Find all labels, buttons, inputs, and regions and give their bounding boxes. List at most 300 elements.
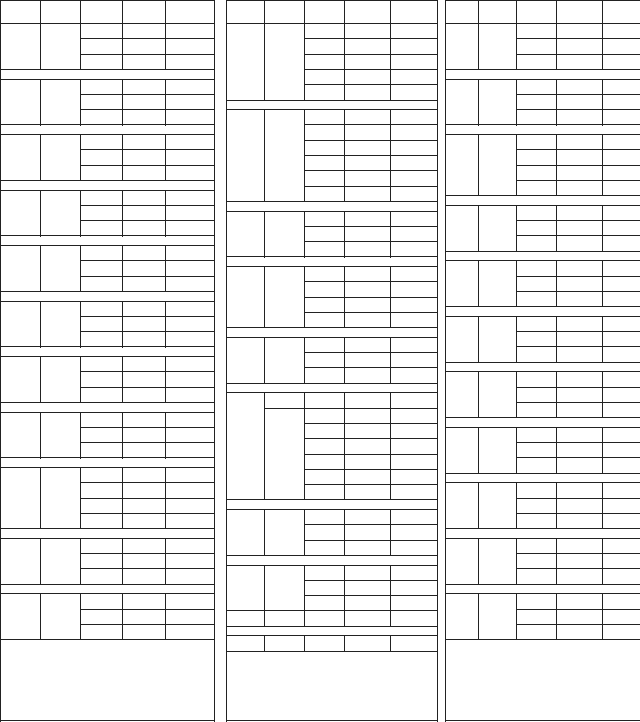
thickness-cell bbox=[80, 205, 122, 220]
grade-cell bbox=[390, 352, 437, 367]
thickness-cell bbox=[80, 412, 122, 427]
thickness-cell bbox=[80, 301, 122, 316]
grade-cell bbox=[602, 387, 640, 402]
height-cell bbox=[122, 553, 165, 568]
grade-cell bbox=[165, 94, 214, 109]
thickness-cell bbox=[80, 276, 122, 291]
height-cell bbox=[122, 54, 165, 69]
height-cell bbox=[122, 190, 165, 205]
thickness-cell bbox=[304, 454, 344, 469]
height-cell bbox=[122, 412, 165, 427]
thickness-cell bbox=[516, 331, 556, 346]
grade-cell bbox=[390, 281, 437, 296]
height-cell bbox=[344, 408, 390, 423]
outer-diameter-cell bbox=[0, 412, 40, 458]
height-cell bbox=[344, 109, 390, 124]
height-cell bbox=[556, 54, 602, 69]
grade-cell bbox=[602, 291, 640, 306]
grade-cell bbox=[390, 610, 437, 625]
column-header bbox=[226, 0, 264, 23]
inner-diameter-cell bbox=[264, 392, 304, 407]
inner-diameter-cell bbox=[40, 412, 80, 458]
inner-diameter-cell bbox=[40, 79, 80, 125]
thickness-cell bbox=[304, 524, 344, 539]
grade-cell bbox=[165, 301, 214, 316]
height-cell bbox=[122, 134, 165, 149]
thickness-cell bbox=[304, 140, 344, 155]
height-cell bbox=[344, 580, 390, 595]
grade-cell bbox=[165, 205, 214, 220]
thickness-cell bbox=[516, 149, 556, 164]
inner-diameter-cell bbox=[478, 79, 516, 125]
column-header bbox=[445, 0, 478, 23]
thickness-cell bbox=[516, 427, 556, 442]
inner-diameter-cell bbox=[264, 211, 304, 257]
grade-cell bbox=[602, 457, 640, 472]
height-cell bbox=[556, 593, 602, 608]
column-header bbox=[478, 0, 516, 23]
grade-cell bbox=[390, 408, 437, 423]
grade-cell bbox=[390, 140, 437, 155]
grade-cell bbox=[602, 109, 640, 124]
height-cell bbox=[122, 331, 165, 346]
thickness-cell bbox=[80, 109, 122, 124]
grade-cell bbox=[390, 469, 437, 484]
grade-cell bbox=[390, 392, 437, 407]
height-cell bbox=[122, 245, 165, 260]
grade-cell bbox=[390, 170, 437, 185]
height-cell bbox=[344, 392, 390, 407]
thickness-cell bbox=[516, 387, 556, 402]
inner-diameter-cell bbox=[40, 356, 80, 402]
thickness-cell bbox=[80, 316, 122, 331]
column-header bbox=[165, 0, 214, 23]
thickness-cell bbox=[304, 69, 344, 84]
column-header bbox=[602, 0, 640, 23]
grade-cell bbox=[602, 54, 640, 69]
grade-cell bbox=[390, 186, 437, 201]
grade-cell bbox=[165, 427, 214, 442]
thickness-cell bbox=[304, 595, 344, 610]
height-cell bbox=[344, 352, 390, 367]
height-cell bbox=[344, 84, 390, 99]
height-cell bbox=[556, 94, 602, 109]
grade-cell bbox=[602, 260, 640, 275]
outer-diameter-cell bbox=[445, 23, 478, 69]
grade-cell bbox=[165, 568, 214, 583]
column-header bbox=[264, 0, 304, 23]
thickness-cell bbox=[304, 565, 344, 580]
grade-cell bbox=[390, 438, 437, 453]
grade-cell bbox=[390, 312, 437, 327]
height-cell bbox=[344, 297, 390, 312]
height-cell bbox=[556, 134, 602, 149]
thickness-cell bbox=[516, 498, 556, 513]
outer-diameter-cell bbox=[445, 134, 478, 195]
thickness-cell bbox=[304, 54, 344, 69]
height-cell bbox=[556, 482, 602, 497]
grade-cell bbox=[602, 593, 640, 608]
thickness-cell bbox=[304, 38, 344, 53]
grade-cell bbox=[390, 211, 437, 226]
grade-cell bbox=[165, 316, 214, 331]
grade-cell bbox=[602, 205, 640, 220]
grade-cell bbox=[165, 134, 214, 149]
height-cell bbox=[556, 291, 602, 306]
height-cell bbox=[344, 540, 390, 555]
grade-cell bbox=[602, 235, 640, 250]
thickness-cell bbox=[304, 109, 344, 124]
height-cell bbox=[556, 427, 602, 442]
grade-cell bbox=[602, 482, 640, 497]
inner-diameter-cell bbox=[264, 635, 304, 650]
grade-cell bbox=[165, 412, 214, 427]
inner-diameter-cell bbox=[478, 260, 516, 306]
height-cell bbox=[122, 165, 165, 180]
height-cell bbox=[344, 312, 390, 327]
height-cell bbox=[344, 38, 390, 53]
thickness-cell bbox=[80, 593, 122, 608]
height-cell bbox=[344, 266, 390, 281]
thickness-cell bbox=[304, 312, 344, 327]
thickness-cell bbox=[80, 190, 122, 205]
grade-cell bbox=[165, 513, 214, 528]
height-cell bbox=[556, 568, 602, 583]
inner-diameter-cell bbox=[40, 467, 80, 528]
grade-cell bbox=[165, 276, 214, 291]
thickness-cell bbox=[304, 337, 344, 352]
grade-cell bbox=[165, 356, 214, 371]
grade-cell bbox=[602, 609, 640, 624]
grade-cell bbox=[165, 149, 214, 164]
height-cell bbox=[556, 235, 602, 250]
outer-diameter-cell bbox=[226, 266, 264, 327]
height-cell bbox=[344, 509, 390, 524]
outer-diameter-cell bbox=[0, 134, 40, 180]
outer-diameter-cell bbox=[0, 356, 40, 402]
grade-cell bbox=[602, 371, 640, 386]
height-cell bbox=[344, 469, 390, 484]
thickness-cell bbox=[304, 509, 344, 524]
height-cell bbox=[344, 367, 390, 382]
thickness-cell bbox=[80, 220, 122, 235]
height-cell bbox=[556, 38, 602, 53]
height-cell bbox=[344, 23, 390, 38]
outer-diameter-cell bbox=[0, 79, 40, 125]
grade-cell bbox=[602, 94, 640, 109]
outer-diameter-cell bbox=[0, 593, 40, 639]
outer-diameter-cell bbox=[226, 392, 264, 499]
inner-diameter-cell bbox=[478, 23, 516, 69]
grade-cell bbox=[165, 245, 214, 260]
inner-diameter-cell bbox=[40, 134, 80, 180]
thickness-cell bbox=[304, 540, 344, 555]
thickness-cell bbox=[516, 205, 556, 220]
thickness-cell bbox=[80, 245, 122, 260]
grade-cell bbox=[390, 226, 437, 241]
thickness-cell bbox=[80, 371, 122, 386]
inner-diameter-cell bbox=[264, 408, 304, 500]
grade-cell bbox=[390, 23, 437, 38]
thickness-cell bbox=[516, 180, 556, 195]
grade-cell bbox=[165, 467, 214, 482]
grade-cell bbox=[165, 220, 214, 235]
thickness-cell bbox=[80, 38, 122, 53]
outer-diameter-cell bbox=[0, 190, 40, 236]
inner-diameter-cell bbox=[264, 337, 304, 383]
inner-diameter-cell bbox=[478, 538, 516, 584]
grade-cell bbox=[165, 331, 214, 346]
thickness-cell bbox=[304, 297, 344, 312]
thickness-cell bbox=[516, 235, 556, 250]
inner-diameter-cell bbox=[40, 538, 80, 584]
height-cell bbox=[122, 387, 165, 402]
thickness-cell bbox=[80, 482, 122, 497]
grade-cell bbox=[165, 260, 214, 275]
grade-cell bbox=[390, 241, 437, 256]
height-cell bbox=[556, 79, 602, 94]
thickness-cell bbox=[80, 498, 122, 513]
grade-cell bbox=[390, 124, 437, 139]
grade-cell bbox=[602, 624, 640, 639]
grade-cell bbox=[390, 595, 437, 610]
inner-diameter-cell bbox=[264, 610, 304, 625]
grade-cell bbox=[390, 54, 437, 69]
height-cell bbox=[344, 454, 390, 469]
column-header bbox=[304, 0, 344, 23]
height-cell bbox=[556, 260, 602, 275]
height-cell bbox=[122, 79, 165, 94]
thickness-cell bbox=[80, 165, 122, 180]
thickness-cell bbox=[80, 427, 122, 442]
thickness-cell bbox=[80, 79, 122, 94]
thickness-cell bbox=[516, 260, 556, 275]
thickness-cell bbox=[516, 513, 556, 528]
height-cell bbox=[556, 442, 602, 457]
thickness-cell bbox=[516, 457, 556, 472]
height-cell bbox=[556, 513, 602, 528]
thickness-cell bbox=[304, 186, 344, 201]
height-cell bbox=[556, 387, 602, 402]
grade-cell bbox=[165, 553, 214, 568]
inner-diameter-cell bbox=[264, 266, 304, 327]
column-header bbox=[0, 0, 40, 23]
thickness-cell bbox=[304, 408, 344, 423]
height-cell bbox=[122, 38, 165, 53]
grade-cell bbox=[165, 165, 214, 180]
grade-cell bbox=[602, 568, 640, 583]
outer-diameter-cell bbox=[226, 565, 264, 611]
height-cell bbox=[556, 180, 602, 195]
thickness-cell bbox=[304, 484, 344, 499]
inner-diameter-cell bbox=[478, 371, 516, 417]
height-cell bbox=[556, 553, 602, 568]
grade-cell bbox=[165, 79, 214, 94]
height-cell bbox=[344, 635, 390, 650]
height-cell bbox=[122, 442, 165, 457]
grade-cell bbox=[165, 482, 214, 497]
grade-cell bbox=[602, 134, 640, 149]
height-cell bbox=[556, 624, 602, 639]
thickness-cell bbox=[516, 624, 556, 639]
height-cell bbox=[344, 211, 390, 226]
height-cell bbox=[344, 423, 390, 438]
grade-cell bbox=[602, 553, 640, 568]
thickness-cell bbox=[304, 352, 344, 367]
thickness-cell bbox=[80, 260, 122, 275]
thickness-cell bbox=[516, 442, 556, 457]
height-cell bbox=[556, 371, 602, 386]
height-cell bbox=[122, 467, 165, 482]
column-header bbox=[516, 0, 556, 23]
grade-cell bbox=[165, 371, 214, 386]
height-cell bbox=[344, 186, 390, 201]
height-cell bbox=[344, 241, 390, 256]
inner-diameter-cell bbox=[478, 205, 516, 251]
column-header bbox=[344, 0, 390, 23]
grade-cell bbox=[602, 38, 640, 53]
thickness-cell bbox=[516, 54, 556, 69]
grade-cell bbox=[165, 538, 214, 553]
thickness-cell bbox=[304, 438, 344, 453]
grade-cell bbox=[602, 346, 640, 361]
thickness-cell bbox=[516, 220, 556, 235]
inner-diameter-cell bbox=[478, 593, 516, 639]
height-cell bbox=[556, 609, 602, 624]
thickness-cell bbox=[80, 149, 122, 164]
inner-diameter-cell bbox=[264, 509, 304, 555]
inner-diameter-cell bbox=[478, 316, 516, 362]
thickness-cell bbox=[304, 610, 344, 625]
thickness-cell bbox=[80, 356, 122, 371]
grade-cell bbox=[165, 442, 214, 457]
thickness-cell bbox=[80, 538, 122, 553]
outer-diameter-cell bbox=[445, 316, 478, 362]
thickness-cell bbox=[516, 291, 556, 306]
height-cell bbox=[122, 316, 165, 331]
thickness-cell bbox=[304, 580, 344, 595]
thickness-cell bbox=[516, 165, 556, 180]
grade-cell bbox=[602, 276, 640, 291]
inner-diameter-cell bbox=[40, 301, 80, 347]
outer-diameter-cell bbox=[445, 482, 478, 528]
thickness-cell bbox=[304, 124, 344, 139]
height-cell bbox=[556, 149, 602, 164]
thickness-cell bbox=[80, 553, 122, 568]
thickness-cell bbox=[304, 281, 344, 296]
outer-diameter-cell bbox=[445, 205, 478, 251]
height-cell bbox=[344, 155, 390, 170]
height-cell bbox=[122, 276, 165, 291]
grade-cell bbox=[390, 580, 437, 595]
inner-diameter-cell bbox=[40, 593, 80, 639]
height-cell bbox=[122, 538, 165, 553]
height-cell bbox=[122, 220, 165, 235]
grade-cell bbox=[390, 540, 437, 555]
grade-cell bbox=[165, 23, 214, 38]
grade-cell bbox=[390, 38, 437, 53]
height-cell bbox=[556, 331, 602, 346]
outer-diameter-cell bbox=[226, 109, 264, 201]
thickness-cell bbox=[80, 94, 122, 109]
thickness-cell bbox=[516, 371, 556, 386]
thickness-cell bbox=[516, 94, 556, 109]
thickness-cell bbox=[80, 513, 122, 528]
height-cell bbox=[344, 484, 390, 499]
thickness-cell bbox=[516, 402, 556, 417]
height-cell bbox=[556, 109, 602, 124]
height-cell bbox=[344, 281, 390, 296]
thickness-cell bbox=[516, 346, 556, 361]
inner-diameter-cell bbox=[264, 23, 304, 100]
thickness-cell bbox=[516, 482, 556, 497]
outer-diameter-cell bbox=[226, 337, 264, 383]
grade-cell bbox=[390, 484, 437, 499]
inner-diameter-cell bbox=[264, 109, 304, 201]
thickness-cell bbox=[80, 609, 122, 624]
grade-cell bbox=[390, 367, 437, 382]
grade-cell bbox=[602, 498, 640, 513]
grade-cell bbox=[602, 149, 640, 164]
height-cell bbox=[122, 356, 165, 371]
height-cell bbox=[344, 610, 390, 625]
thickness-cell bbox=[80, 624, 122, 639]
grade-cell bbox=[602, 316, 640, 331]
grade-cell bbox=[390, 109, 437, 124]
grade-cell bbox=[602, 538, 640, 553]
thickness-cell bbox=[516, 276, 556, 291]
inner-diameter-cell bbox=[264, 565, 304, 611]
height-cell bbox=[122, 482, 165, 497]
outer-diameter-cell bbox=[226, 211, 264, 257]
height-cell bbox=[344, 124, 390, 139]
height-cell bbox=[344, 524, 390, 539]
grade-cell bbox=[390, 337, 437, 352]
height-cell bbox=[344, 54, 390, 69]
column-header bbox=[390, 0, 437, 23]
outer-diameter-cell bbox=[445, 371, 478, 417]
grade-cell bbox=[602, 79, 640, 94]
height-cell bbox=[122, 94, 165, 109]
height-cell bbox=[556, 220, 602, 235]
height-cell bbox=[556, 205, 602, 220]
outer-diameter-cell bbox=[0, 467, 40, 528]
height-cell bbox=[344, 595, 390, 610]
outer-diameter-cell bbox=[226, 23, 264, 100]
grade-cell bbox=[602, 180, 640, 195]
thickness-cell bbox=[516, 134, 556, 149]
thickness-cell bbox=[304, 226, 344, 241]
thickness-cell bbox=[516, 79, 556, 94]
thickness-cell bbox=[304, 392, 344, 407]
thickness-cell bbox=[304, 211, 344, 226]
height-cell bbox=[556, 498, 602, 513]
inner-diameter-cell bbox=[478, 427, 516, 473]
grade-cell bbox=[390, 635, 437, 650]
height-cell bbox=[122, 205, 165, 220]
height-cell bbox=[122, 568, 165, 583]
thickness-cell bbox=[304, 367, 344, 382]
height-cell bbox=[344, 565, 390, 580]
grade-cell bbox=[165, 624, 214, 639]
thickness-cell bbox=[304, 23, 344, 38]
grade-cell bbox=[390, 423, 437, 438]
thickness-cell bbox=[304, 635, 344, 650]
height-cell bbox=[344, 140, 390, 155]
thickness-cell bbox=[304, 266, 344, 281]
grade-cell bbox=[165, 498, 214, 513]
height-cell bbox=[122, 513, 165, 528]
